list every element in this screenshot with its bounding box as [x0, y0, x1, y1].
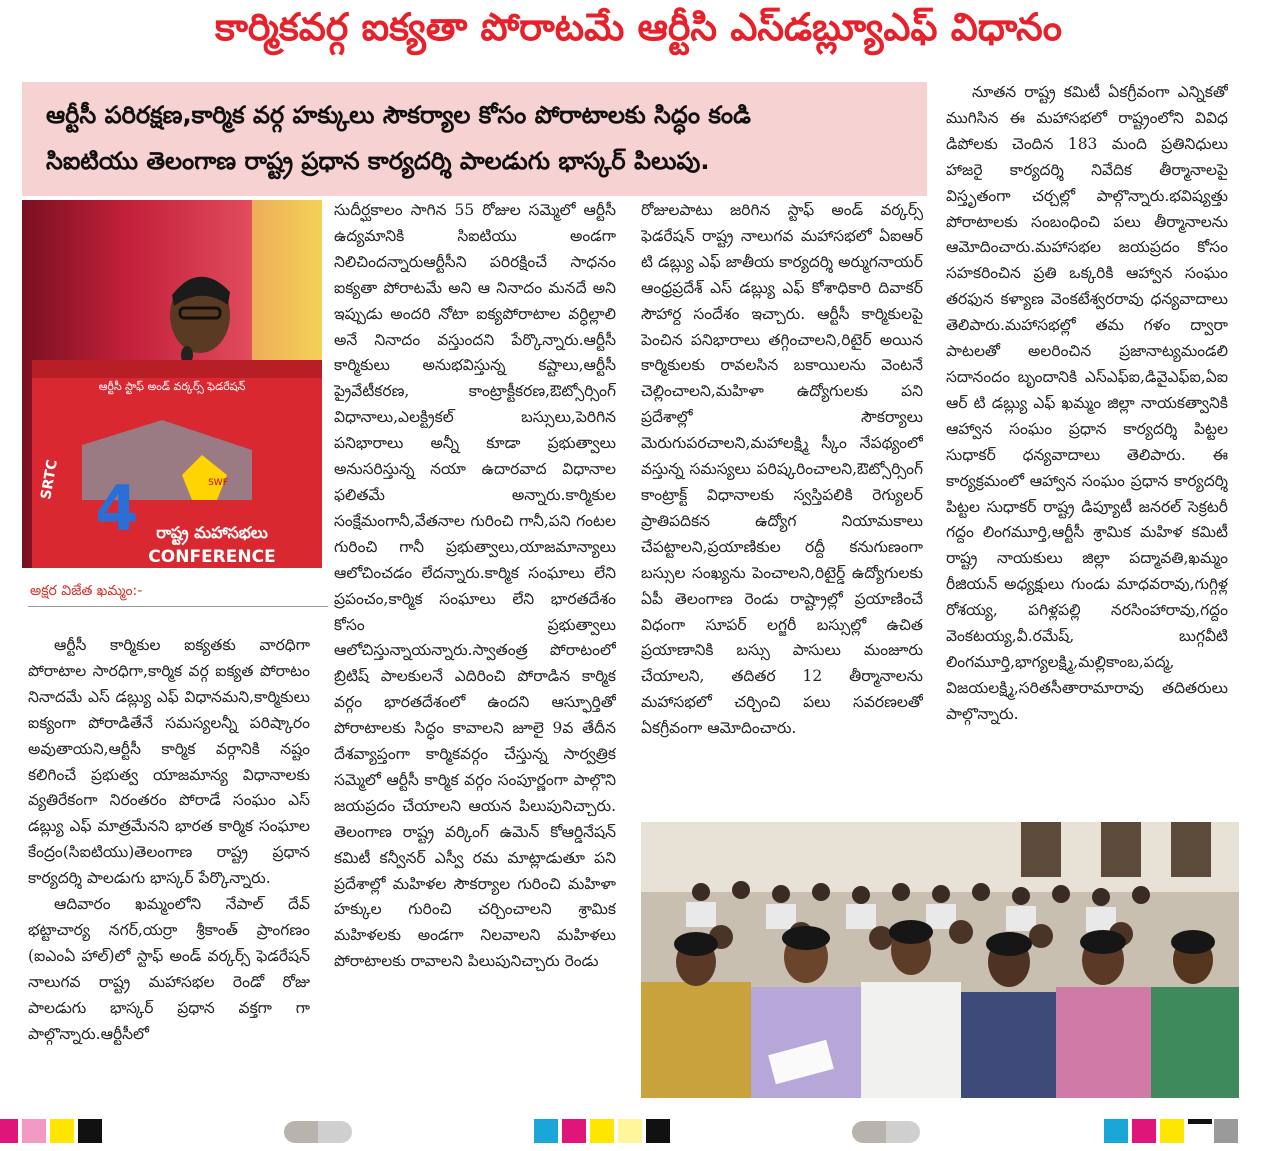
deck-line-2: సిఐటియు తెలంగాణ రాష్ట్ర ప్రధాన కార్యదర్శి పాలడుగు భాస్కర్ పిలుపు.	[46, 147, 710, 175]
deck-line-1: ఆర్టీసీ పరిరక్షణ,కార్మిక వర్గ హక్కులు సౌకర్యాల కోసం పోరాటాలకు సిద్ధం కండి	[46, 101, 751, 129]
article-column-4	[946, 80, 1228, 810]
column-1-paragraph-1: ఆర్టీసీ కార్మికుల ఐక్యతకు వారధిగా పోరాటాల సారధిగా,కార్మిక వర్గ ఐక్యత పోరాటం నినాదమే ఎస్ డబ్ల్యు ఎఫ్ విధానమని,కార్మికులు ఐక్యంగా పోరాడితేనే సమస్యలన్నీ పరిష్కారం అవుతాయని,ఆర్టీసీ కార్మిక వర్గానికి నష్టం కలిగించే ప్రభుత్వ యాజమాన్య విధానాలకు వ్యతిరేకంగా నిరంతరం పోరాడే సంఘం ఎస్ డబ్ల్యు ఎఫ్ మాత్రమేనని భారత కార్మిక సంఘాల కేంద్రం(సిఐటియు)తెలంగాణ రాష్ట్ర ప్రధాన కార్యదర్శి పాలడుగు భాస్కర్ పేర్కొన్నారు.	[28, 636, 310, 888]
swatch-gray-pill-2	[852, 1121, 920, 1143]
swatch-gray-pill	[284, 1121, 352, 1143]
banner-side-text: SRTC	[38, 458, 61, 501]
swatch-cyan-2	[1104, 1119, 1128, 1143]
swatch-black-3	[1188, 1119, 1212, 1124]
swatch-yellow-3	[1160, 1119, 1184, 1143]
banner-mid-text: రాష్ట్ర మహాసభలు	[156, 523, 268, 542]
swatch-yellow-2	[590, 1119, 614, 1143]
headline: కార్మికవర్గ ఐక్యతా పోరాటమే ఆర్టీసి ఎస్‌డబ్ల్యూఎఫ్ విధానం	[214, 5, 1062, 49]
swatch-cyan	[534, 1119, 558, 1143]
swatch-black	[78, 1119, 102, 1143]
swatch-gray	[1214, 1119, 1238, 1143]
swatch-magenta	[0, 1119, 18, 1143]
deck-box	[22, 82, 927, 196]
article-column-3	[641, 198, 923, 798]
swatch-yellow	[50, 1119, 74, 1143]
swatch-black-2	[646, 1119, 670, 1143]
swatch-light-yellow	[618, 1119, 642, 1143]
byline-divider	[28, 606, 328, 607]
byline: అక్షర విజేత ఖమ్మం:-	[30, 583, 143, 599]
column-1-paragraph-2: ఆదివారం ఖమ్మంలోని నేపాల్ దేవ్ భట్టాచార్య నగర్,యర్రా శ్రీకాంత్ ప్రాంగణం (ఐఎంఏ హాల్)లో స్టాఫ్ అండ్ వర్కర్స్ ఫెడరేషన్ నాలుగవ రాష్ట్ర మహాసభల రెండో రోజు పాలడుగు భాస్కర్ ప్రధాన వక్తగా గా పాల్గొన్నారు.ఆర్టీసీలో	[28, 895, 310, 1043]
column-3-paragraph-1: రోజులపాటు జరిగిన స్టాఫ్ అండ్ వర్కర్స్ ఫెడరేషన్ రాష్ట్ర నాలుగవ మహాసభలో ఏఐఆర్ టి డబ్ల్యు ఎఫ్ జాతీయ కార్యదర్శి అర్ముగనాయర్ ఆంధ్రప్రదేశ్ ఎస్ డబ్ల్యు ఎఫ్ కోశాధికారి దివాకర్ సౌహార్ద సందేశం ఇచ్చారు. ఆర్టీసీ కార్మికులపై పెంచిన పనిభారాలు తగ్గించాలని,రిటైర్ అయిన కార్మికులకు రావలసిన బకాయిలను వెంటనే చెల్లించాలని,మహిళా ఉద్యోగులకు పని ప్రదేశాల్లో సౌకర్యాలు మెరుగుపరచాలని,మహాలక్ష్మి స్కీం నేపథ్యంలో వస్తున్న సమస్యలు పరిష్కరించాలని,ఔట్సోర్సింగ్ కాంట్రాక్ట్ విధానాలకు స్వస్తిపలికి రెగ్యులర్ ప్రాతిపదికన ఉద్యోగ నియామకాలు చేపట్టాలని,ప్రయాణికుల రద్దీ కనుగుణంగా బస్సుల సంఖ్యను పెంచాలని,రిటైర్డ్ ఉద్యోగులకు ఏపీ తెలంగాణ రెండు రాష్ట్రాల్లో ప్రయాణించే విధంగా సూపర్ లగ్జరీ బస్సుల్లో ఉచిత ప్రయాణానికి బస్సు పాసులు మంజూరు చేయాలని, తదితర 12 తీర్మానాలను మహాసభలో చర్చించి పలు సవరణలతో ఏకగ్రీవంగా ఆమోదించారు.	[641, 201, 923, 738]
banner-number: 4	[95, 472, 139, 545]
column-4-paragraph-1: నూతన రాష్ట్ర కమిటీ ఏకగ్రీవంగా ఎన్నికతో ముగిసిన ఈ మహాసభలో రాష్ట్రంలోని వివిధ డిపోలకు చెందిన 183 మంది ప్రతినిధులు హాజరై కార్యదర్శి నివేదిక తీర్మానాలపై విస్తృతంగా చర్చల్లో పాల్గొన్నారు.భవిష్యత్తు పోరాటాలకు సంబంధించి పలు తీర్మానాలను ఆమోదించారు.మహాసభల జయప్రదం కోసం సహకరించిన ప్రతి ఒక్కరికి ఆహ్వాన సంఘం తరఫున కళ్యాణ వెంకటేశ్వరరావు ధన్యవాదాలు తెలిపారు.మహాసభల్లో తమ గళం ద్వారా పాటలతో అలరించిన ప్రజానాట్యమండలి సదానందం బృందానికి ఎస్ఎఫ్ఐ,డివైఎఫ్ఐ,ఏఐ ఆర్ టి డబ్ల్యు ఎఫ్ ఖమ్మం జిల్లా నాయకత్వానికి ఆహ్వాన సంఘం ప్రధాన కార్యదర్శి పిట్టల సుధాకర్ ధన్యవాదాలు తెలిపారు. ఈ కార్యక్రమంలో ఆహ్వాన సంఘం ప్రధాన కార్యదర్శి పిట్టల సుధాకర్ రాష్ట్ర డిప్యూటీ జనరల్ సెక్రటరీ గద్దం లింగమూర్తి,ఆర్టీసీ శ్రామిక మహిళ కమిటీ రాష్ట్ర నాయకులు జిల్లా పద్మావతి,ఖమ్మం రీజియన్ అధ్యక్షులు గుండు మాధవరావు,గుగ్గిళ్ల రోశయ్య, పగిళ్లపల్లి నరసింహారావు,గద్దం వెంకటయ్య,వీ.రమేష్, బుగ్గవీటి లింగమూర్తి,భాగ్యలక్ష్మి,మల్లికాంబ,పద్మ, విజయలక్ష్మి,సరితసీతారామారావు తదితరులు పాల్గొన్నారు.	[946, 83, 1228, 723]
swatch-light-magenta	[22, 1119, 46, 1143]
speaker-photo	[22, 200, 322, 568]
banner-top-text: ఆర్టీసీ స్టాఫ్ అండ్ వర్కర్స్ ఫెడరేషన్	[98, 380, 246, 393]
svg-text:SWF: SWF	[208, 478, 228, 488]
banner-conference-text: CONFERENCE	[148, 547, 276, 567]
column-2-paragraph-1: సుదీర్ఘకాలం సాగిన 55 రోజుల సమ్మెలో ఆర్టీసీ ఉద్యమానికి సిఐటియు అండగా నిలిచిందన్నారుఆర్టీసీని పరిరక్షించే సాధనం ఐక్యతా పోరాటమే అని ఆ నినాదం మనదే అని ఇప్పుడు అందరి నోటా ఐక్యపోరాటాల వర్ధిల్లాలి అనే నినాదం వస్తుందని పేర్కొన్నారు.ఆర్టీసీ కార్మికులు అనుభవిస్తున్న కష్టాలు,ఆర్టీసీ ప్రైవేటీకరణ, కాంట్రాక్టీకరణ,ఔట్సోర్సింగ్ విధానాలు,ఎలక్ట్రికల్ బస్సులు,పెరిగిన పనిభారాలు అన్నీ కూడా ప్రభుత్వాలు అనుసరిస్తున్న నయా ఉదారవాద విధానాల ఫలితమే అన్నారు.కార్మికుల సంక్షేమంగానీ,వేతనాల గురించి గానీ,పని గంటల గురించి గానీ ప్రభుత్వాలు,యాజమాన్యాలు ఆలోచించడం లేదన్నారు.కార్మిక సంఘాలు లేని ప్రపంచం,కార్మిక సంఘాలు లేని భారతదేశం కోసం ప్రభుత్వాలు ఆలోచిస్తున్నాయన్నారు.స్వాతంత్ర పోరాటంలో బ్రిటిష్ పాలకులనే ఎదిరించి పోరాడిన కార్మిక వర్గం భారతదేశంలో ఉందని ఆస్ఫూర్తితో పోరాటాలకు సిద్ధం కావాలని జూలై 9వ తేదీన దేశవ్యాప్తంగా కార్మికవర్గం చేస్తున్న సార్వత్రిక సమ్మెలో ఆర్టీసీ కార్మిక వర్గం సంపూర్ణంగా పాల్గొని జయప్రదం చేయాలని ఆయన పిలుపునిచ్చారు. తెలంగాణ రాష్ట్ర వర్కింగ్ ఉమెన్ కోఆర్డినేషన్ కమిటీ కన్వీనర్ ఎస్వీ రమ మాట్లాడుతూ పని ప్రదేశాల్లో మహిళల సౌకర్యాల గురించి మహిళా హక్కుల గురించి చర్చించాలని శ్రామిక మహిళలకు అండగా నిలవాలని మహిళలు పోరాటాలకు రావాలని పిలుపునిచ్చారు రెండు	[334, 201, 616, 971]
audience-photo	[641, 822, 1239, 1098]
swatch-magenta-3	[1132, 1119, 1156, 1143]
swatch-magenta-2	[562, 1119, 586, 1143]
article-column-1	[28, 633, 310, 1088]
article-column-2	[334, 198, 616, 1088]
